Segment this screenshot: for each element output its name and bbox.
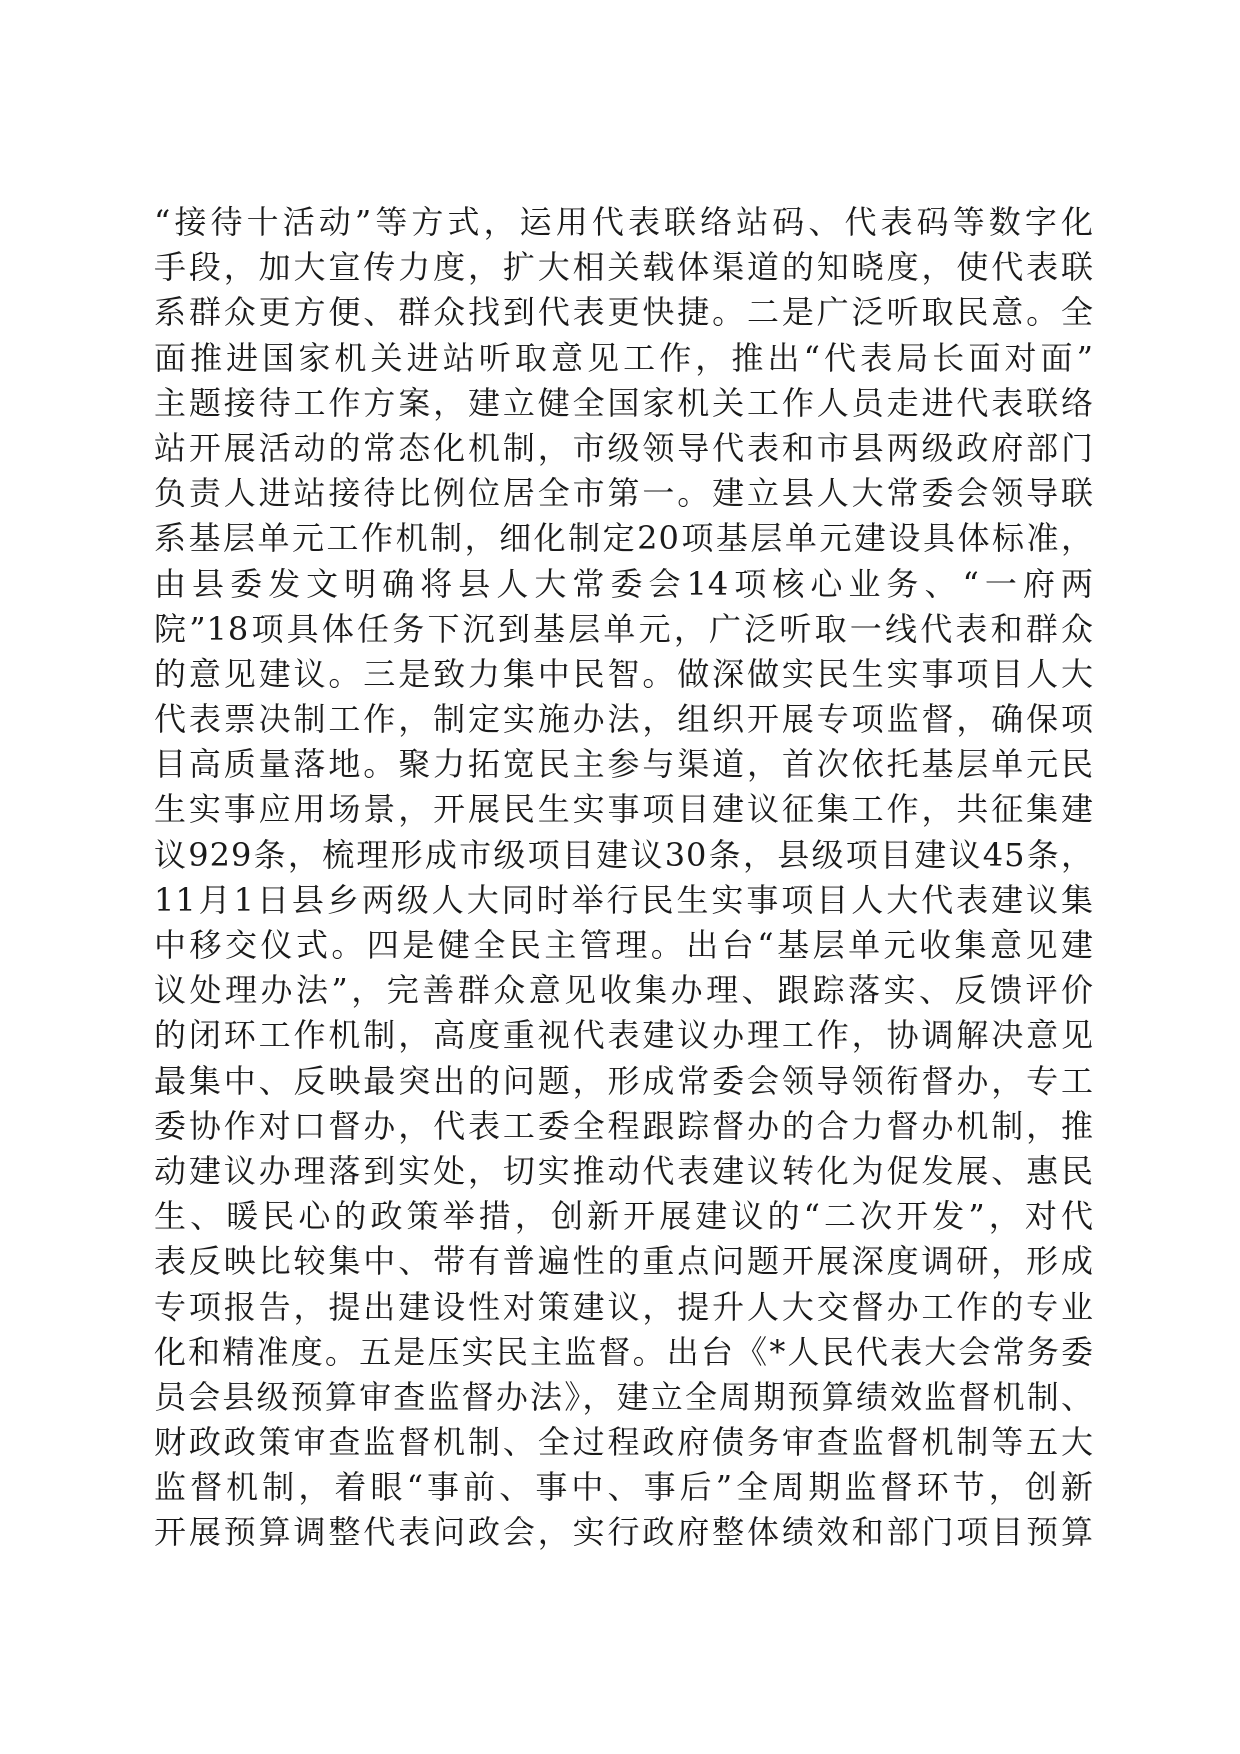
text-line: 站开展活动的常态化机制，市级领导代表和市县两级政府部门	[154, 428, 1094, 467]
text-line: 面推进国家机关进站听取意见工作，推出“代表局长面对面”	[154, 338, 1094, 377]
body-text	[154, 200, 1094, 1556]
text-line: 由县委发文明确将县人大常委会14项核心业务、“一府两	[154, 564, 1094, 603]
text-line: 表反映比较集中、带有普遍性的重点问题开展深度调研，形成	[154, 1242, 1094, 1281]
text-line: 委协作对口督办，代表工委全程跟踪督办的合力督办机制，推	[154, 1106, 1094, 1145]
text-line: 院”18项具体任务下沉到基层单元，广泛听取一线代表和群众	[154, 609, 1094, 648]
text-line: 手段，加大宣传力度，扩大相关载体渠道的知晓度，使代表联	[154, 248, 1094, 287]
text-line: 生实事应用场景，开展民生实事项目建议征集工作，共征集建	[154, 790, 1094, 829]
text-line: 动建议办理落到实处，切实推动代表建议转化为促发展、惠民	[154, 1151, 1094, 1190]
text-line: 化和精准度。五是压实民主监督。出台《*人民代表大会常务委	[154, 1332, 1094, 1371]
text-line: 最集中、反映最突出的问题，形成常委会领导领衔督办，专工	[154, 1061, 1094, 1100]
text-line: 的闭环工作机制，高度重视代表建议办理工作，协调解决意见	[154, 1016, 1094, 1055]
text-line: 议929条，梳理形成市级项目建议30条，县级项目建议45条，	[154, 835, 1094, 874]
text-line: 议处理办法”，完善群众意见收集办理、跟踪落实、反馈评价	[154, 971, 1094, 1010]
text-line: 开展预算调整代表问政会，实行政府整体绩效和部门项目预算	[154, 1513, 1094, 1552]
text-line: 生、暖民心的政策举措，创新开展建议的“二次开发”，对代	[154, 1197, 1094, 1236]
text-line: 财政政策审查监督机制、全过程政府债务审查监督机制等五大	[154, 1423, 1094, 1462]
text-line: 11月1日县乡两级人大同时举行民生实事项目人大代表建议集	[154, 880, 1094, 919]
text-line: 负责人进站接待比例位居全市第一。建立县人大常委会领导联	[154, 474, 1094, 513]
text-line: 员会县级预算审查监督办法》，建立全周期预算绩效监督机制、	[154, 1377, 1094, 1416]
text-line: 专项报告，提出建设性对策建议，提升人大交督办工作的专业	[154, 1287, 1094, 1326]
text-line: “接待十活动”等方式，运用代表联络站码、代表码等数字化	[154, 203, 1094, 241]
text-line: 代表票决制工作，制定实施办法，组织开展专项监督，确保项	[154, 700, 1094, 739]
text-line: 系群众更方便、群众找到代表更快捷。二是广泛听取民意。全	[154, 293, 1094, 332]
text-line: 目高质量落地。聚力拓宽民主参与渠道，首次依托基层单元民	[154, 745, 1094, 784]
text-line: 中移交仪式。四是健全民主管理。出台“基层单元收集意见建	[154, 926, 1094, 964]
text-line: 监督机制，着眼“事前、事中、事后”全周期监督环节，创新	[154, 1468, 1094, 1507]
text-line: 主题接待工作方案，建立健全国家机关工作人员走进代表联络	[154, 383, 1094, 422]
text-line: 系基层单元工作机制，细化制定20项基层单元建设具体标准，	[154, 519, 1094, 558]
text-line: 的意见建议。三是致力集中民智。做深做实民生实事项目人大	[154, 654, 1094, 693]
